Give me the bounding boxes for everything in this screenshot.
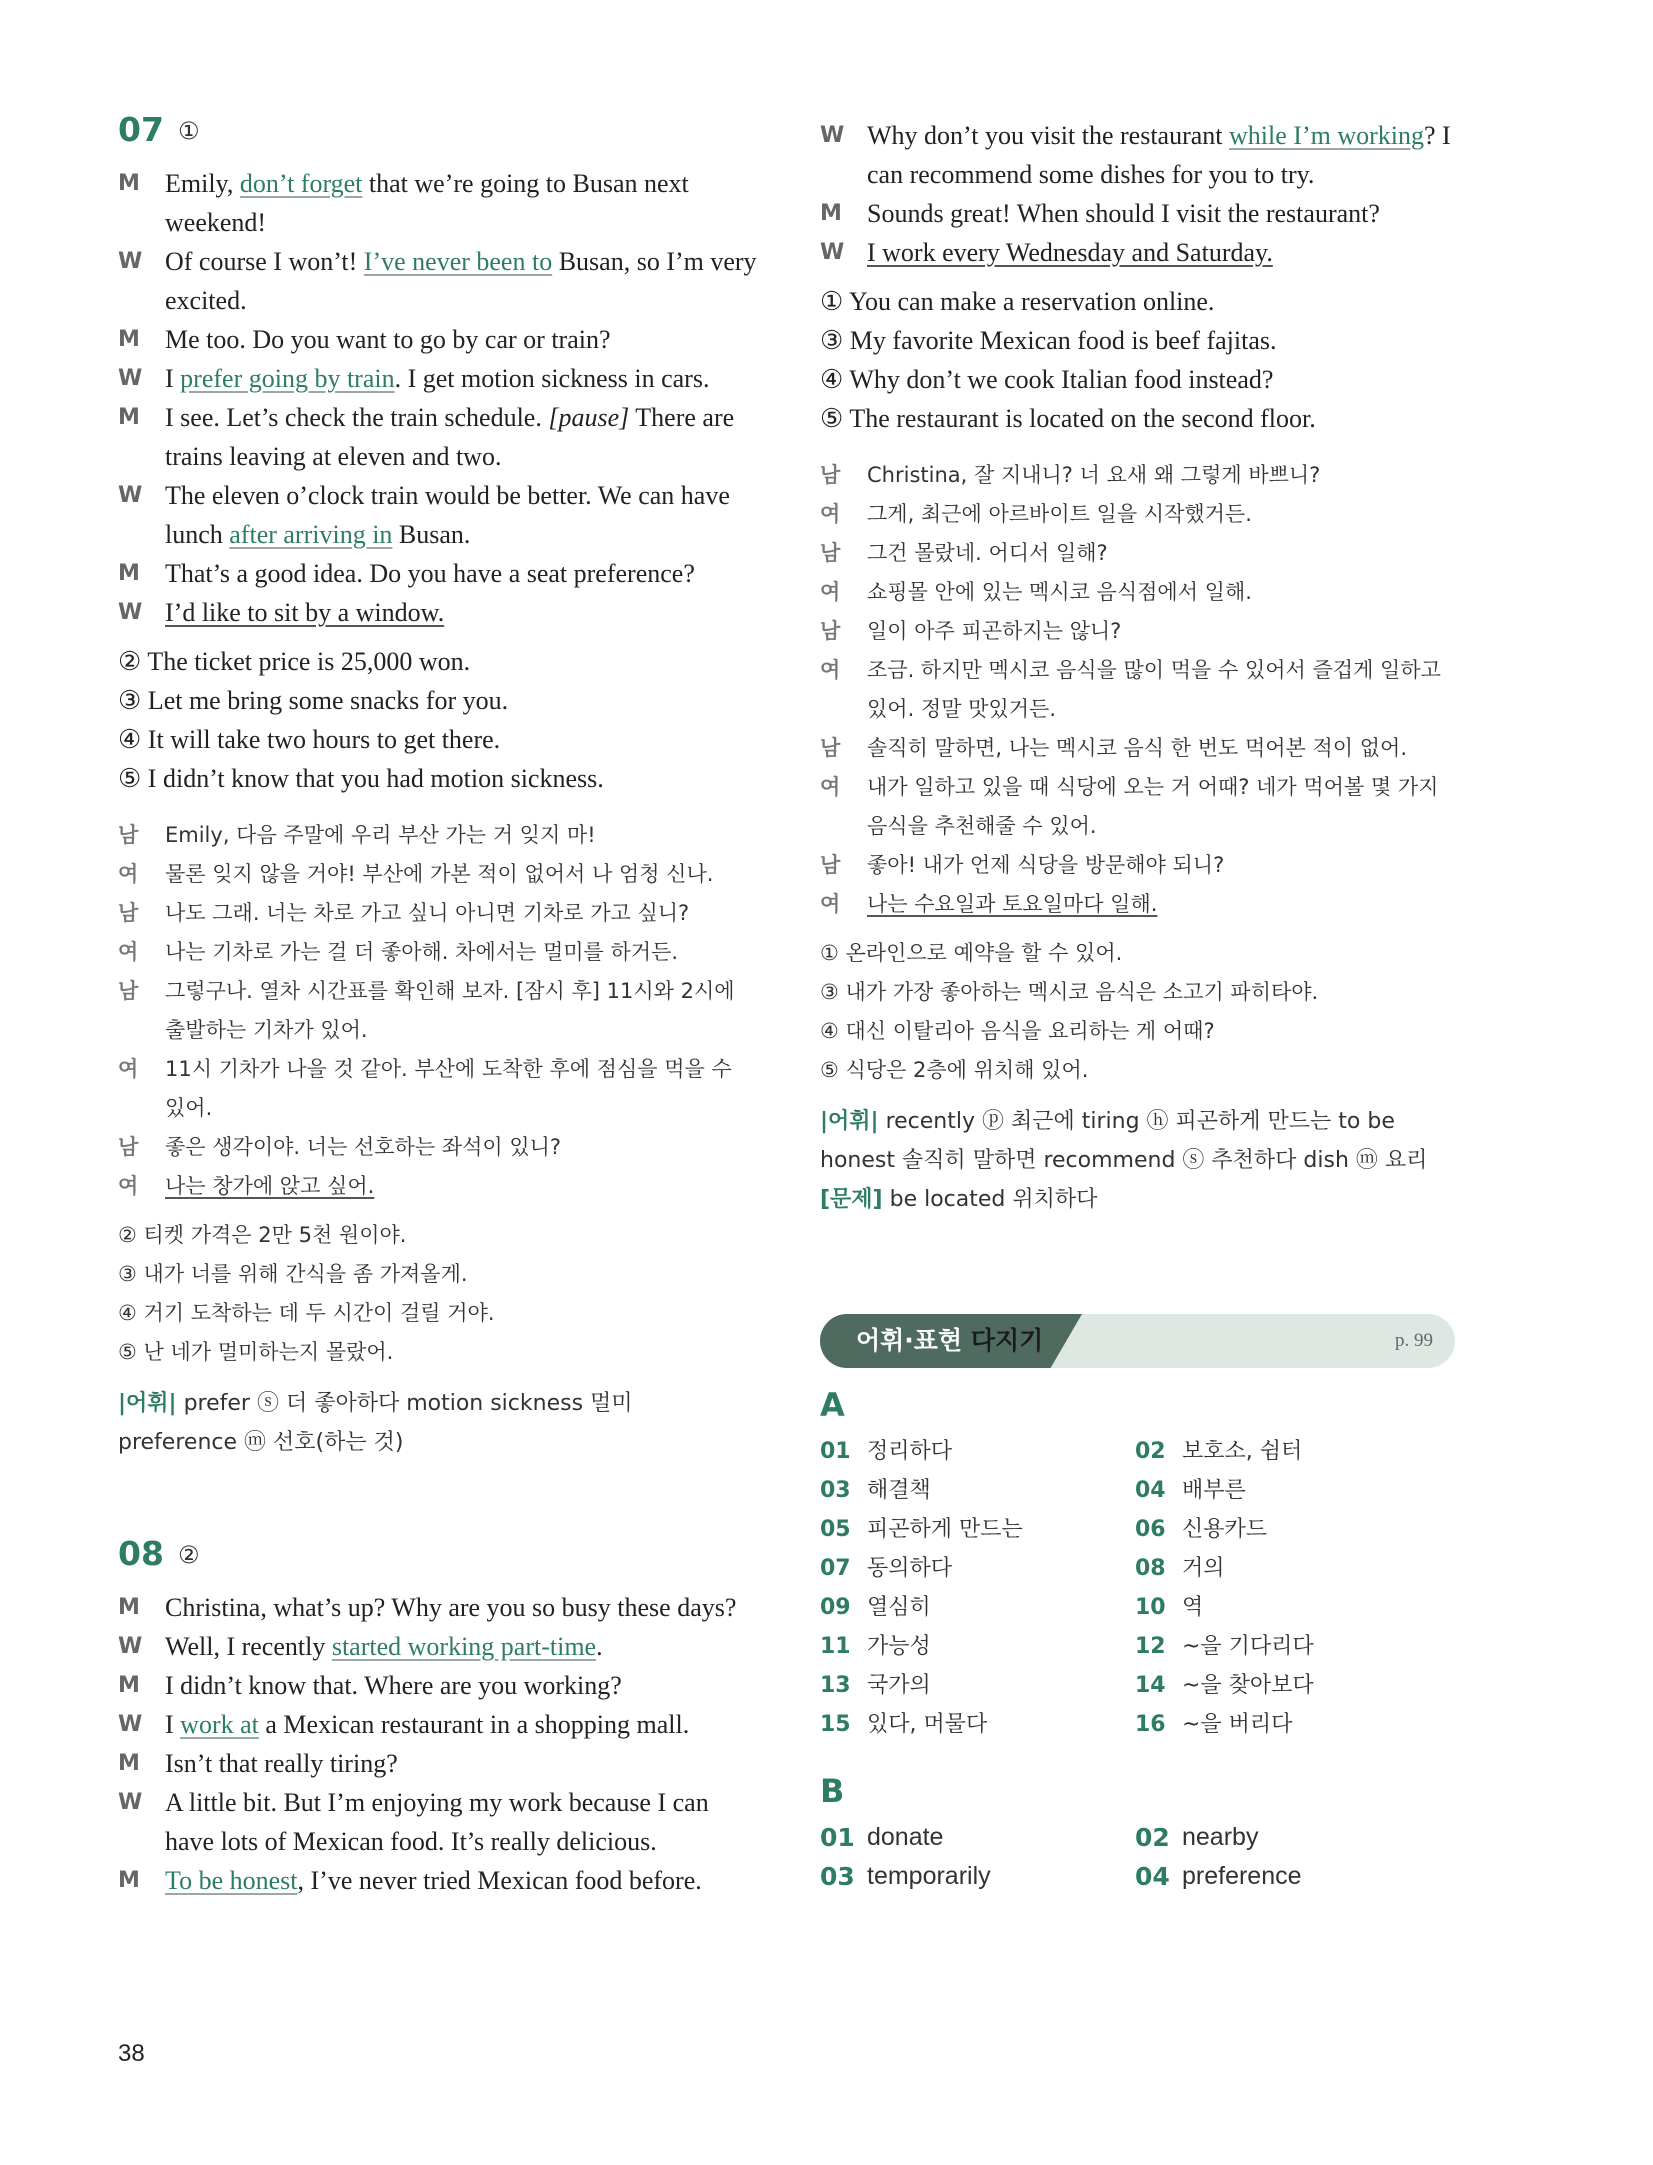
vocab-item [1135,1705,1450,1744]
speaker-label: 남 [118,979,139,1003]
item-word: 보호소, 쉼터 [1182,1439,1303,1464]
item-word: donate [867,1823,944,1851]
question-08-header [118,1532,758,1576]
dialogue-text [165,972,758,1050]
dialogue-text [165,933,758,972]
english-dialogue [118,1588,758,1900]
dialogue-line [820,612,1465,651]
text: 11시 기차가 나을 것 같아. 부산에 도착한 후에 점심을 먹을 수 있어. [165,1057,732,1120]
vocab-note [118,1384,758,1462]
dialogue-line [118,359,758,398]
dialogue-text [867,495,1465,534]
option-item: ③ Let me bring some snacks for you. [118,686,509,715]
item-number: 12 [1135,1634,1166,1659]
dialogue-text [165,1588,758,1627]
speaker-label: M [118,561,140,586]
item-word: preference [1182,1862,1302,1890]
vocab-item [820,1857,1135,1896]
item-number: 14 [1135,1673,1166,1698]
item-number: 02 [1135,1439,1166,1464]
english-dialogue [118,164,758,632]
speaker-label: M [118,327,140,352]
text: 나는 기차로 가는 걸 더 좋아해. 차에서는 멀미를 하거든. [165,940,679,964]
item-number: 05 [820,1517,851,1542]
speaker-label: W [820,123,845,148]
speaker-label: M [820,201,842,226]
answer-mark: ① [177,117,200,145]
text: Busan, so I’m very excited. [165,247,757,315]
item-word: 있다, 머물다 [867,1712,988,1737]
speaker-label: M [118,405,140,430]
dialogue-line [820,729,1465,768]
answer-sentence: 나는 수요일과 토요일마다 일해. [867,892,1158,916]
right-column [820,116,1465,1896]
dialogue-text [165,1861,758,1900]
dialogue-text [867,534,1465,573]
option-item: ③ My favorite Mexican food is beef fajitas. [820,326,1277,355]
item-word: temporarily [867,1862,991,1890]
vocab-item [1135,1857,1450,1896]
key-expression: started working part-time [331,1632,597,1661]
vocab-text: recently ⓟ 최근에 tiring ⓗ 피곤하게 만드는 to be honest 솔직히 말하면 recommend ⓢ 추천하다 dish ⓜ 요리 [820,1109,1428,1173]
text: 물론 잊지 않을 거야! 부산에 가본 적이 없어서 나 엄청 신나. [165,862,714,886]
dialogue-line [820,456,1465,495]
option-item: ① You can make a reservation online. [820,287,1215,316]
dialogue-line [820,233,1465,272]
vocab-label: |어휘| [820,1109,879,1134]
dialogue-line [820,573,1465,612]
speaker-label: W [118,366,143,391]
text: Me too. Do you want to go by car or train? [165,325,611,354]
dialogue-text [165,894,758,933]
dialogue-line [118,320,758,359]
text: That’s a good idea. Do you have a seat preference? [165,559,695,588]
vocab-item [820,1471,1135,1510]
vocab-item [820,1588,1135,1627]
dialogue-line [118,894,758,933]
dialogue-text [165,1128,758,1167]
page-number: 38 [118,2040,145,2067]
vocab-item [1135,1818,1450,1857]
text: 그렇구나. 열차 시간표를 확인해 보자. [잠시 후] 11시와 2시에 출발하는 기차가 있어. [165,979,735,1042]
text: 내가 일하고 있을 때 식당에 오는 거 어때? 네가 먹어볼 몇 가지 음식을 추천해줄 수 있어. [867,775,1439,838]
dialogue-text [867,846,1465,885]
dialogue-text [165,242,758,320]
text: that we’re going to Busan next weekend! [165,169,689,237]
vocab-item [820,1705,1135,1744]
text: . I get motion sickness in cars. [394,364,710,393]
vocab-item [1135,1432,1450,1471]
dialogue-line [118,1167,758,1206]
vocab-label: |어휘| [118,1391,177,1416]
speaker-label: W [118,483,143,508]
dialogue-line [820,885,1465,924]
option-item: ⑤ 식당은 2층에 위치해 있어. [820,1058,1089,1082]
speaker-label: 여 [820,502,841,526]
speaker-label: 여 [118,1057,139,1081]
item-number: 16 [1135,1712,1166,1737]
section-a-heading: A [820,1386,845,1424]
key-expression: while I’m working [1229,121,1424,150]
text: I [165,364,181,393]
key-expression: work at [180,1710,259,1739]
item-number: 08 [1135,1556,1166,1581]
text: Emily, 다음 주말에 우리 부산 가는 거 잊지 마! [165,823,596,847]
item-word: 가능성 [867,1634,931,1659]
dialogue-text [867,885,1465,924]
item-word: 배부른 [1182,1478,1246,1503]
option-item: ④ 거기 도착하는 데 두 시간이 걸릴 거야. [118,1301,495,1325]
text: 솔직히 말하면, 나는 멕시코 음식 한 번도 먹어본 적이 없어. [867,736,1408,760]
question-07-header [118,108,758,152]
key-expression: don’t forget [239,169,363,198]
option-item: ⑤ The restaurant is located on the second floor. [820,404,1316,433]
vocab-text-problem: be located 위치하다 [882,1187,1098,1212]
key-expression: after arriving in [229,520,393,549]
speaker-label: W [118,1634,143,1659]
item-word: 신용카드 [1182,1517,1268,1542]
dialogue-line [820,116,1465,194]
dialogue-text [867,612,1465,651]
option-item: ⑤ I didn’t know that you had motion sickness. [118,764,604,793]
answer-options [118,642,758,798]
option-item: ③ 내가 가장 좋아하는 멕시코 음식은 소고기 파히타야. [820,980,1319,1004]
left-column [118,108,758,1900]
dialogue-line [118,164,758,242]
dialogue-line [820,651,1465,729]
section-b-list [820,1818,1465,1896]
text: Christina, 잘 지내니? 너 요새 왜 그렇게 바쁘니? [867,463,1321,487]
dialogue-text [165,398,758,476]
item-word: 역 [1182,1595,1204,1620]
text: 일이 아주 피곤하지는 않니? [867,619,1122,643]
dialogue-line [118,933,758,972]
item-word: 거의 [1182,1556,1225,1581]
speaker-label: 남 [118,901,139,925]
text: 그건 몰랐네. 어디서 일해? [867,541,1108,565]
dialogue-line [118,476,758,554]
dialogue-line [118,816,758,855]
vocab-item [1135,1666,1450,1705]
dialogue-line [118,1588,758,1627]
speaker-label: M [118,1751,140,1776]
option-item: ③ 내가 너를 위해 간식을 좀 가져올게. [118,1262,468,1286]
speaker-label: 여 [118,940,139,964]
section-a-list [820,1432,1465,1744]
korean-options [820,934,1465,1090]
speaker-label: 남 [820,853,841,877]
speaker-label: 남 [118,1135,139,1159]
dialogue-line [820,846,1465,885]
question-number: 07 [118,110,164,149]
vocab-item [820,1549,1135,1588]
speaker-label: 남 [820,541,841,565]
item-number: 01 [820,1823,855,1852]
vocab-note [820,1102,1465,1219]
item-number: 10 [1135,1595,1166,1620]
dialogue-text [165,1705,758,1744]
item-word: ~을 찾아보다 [1182,1673,1314,1698]
dialogue-text [867,194,1465,233]
section-b-heading: B [820,1772,845,1810]
vocab-item [1135,1627,1450,1666]
dialogue-line [118,1744,758,1783]
dialogue-line [820,768,1465,846]
speaker-label: 남 [820,463,841,487]
speaker-label: W [820,240,845,265]
speaker-label: 여 [820,892,841,916]
dialogue-line [118,398,758,476]
item-word: 국가의 [867,1673,931,1698]
answer-options [820,282,1465,438]
dialogue-text [165,1783,758,1861]
option-item: ④ It will take two hours to get there. [118,725,501,754]
dialogue-text [165,554,758,593]
text: a Mexican restaurant in a shopping mall. [258,1710,690,1739]
text: . [596,1632,603,1661]
item-number: 11 [820,1634,851,1659]
item-number: 07 [820,1556,851,1581]
text: 그게, 최근에 아르바이트 일을 시작했거든. [867,502,1252,526]
item-number: 04 [1135,1862,1170,1891]
dialogue-text [867,729,1465,768]
text: Isn’t that really tiring? [165,1749,398,1778]
dialogue-line [820,495,1465,534]
item-number: 15 [820,1712,851,1737]
dialogue-text [165,1666,758,1705]
text: Sounds great! When should I visit the restaurant? [867,199,1380,228]
item-number: 01 [820,1439,851,1464]
korean-dialogue [118,816,758,1206]
english-dialogue-continued [820,116,1465,272]
answer-mark: ② [177,1541,200,1569]
dialogue-text [165,816,758,855]
dialogue-text [165,593,758,632]
item-word: nearby [1182,1823,1259,1851]
speaker-label: 남 [820,619,841,643]
text: 쇼핑몰 안에 있는 멕시코 음식점에서 일해. [867,580,1252,604]
item-word: 동의하다 [867,1556,953,1581]
review-banner [820,1314,1455,1368]
dialogue-line [820,534,1465,573]
question-number: 08 [118,1534,164,1573]
item-number: 04 [1135,1478,1166,1503]
korean-options [118,1216,758,1372]
text: There are trains leaving at eleven and two. [165,403,735,471]
dialogue-text [165,164,758,242]
vocab-item [1135,1471,1450,1510]
speaker-label: 여 [820,775,841,799]
dialogue-text [165,1744,758,1783]
text: A little bit. But I’m enjoying my work because I can have lots of Mexican food. It’s really delicious. [165,1788,709,1856]
item-number: 13 [820,1673,851,1698]
dialogue-text [165,359,758,398]
speaker-label: 남 [118,823,139,847]
speaker-label: 여 [820,658,841,682]
dialogue-text [867,456,1465,495]
dialogue-text [165,476,758,554]
dialogue-text [165,1050,758,1128]
dialogue-text [867,651,1465,729]
banner-page-ref: p. 99 [1395,1330,1433,1351]
item-number: 06 [1135,1517,1166,1542]
key-expression: To be honest [165,1866,298,1895]
answer-sentence: 나는 창가에 앉고 싶어. [165,1174,375,1198]
text: Christina, what’s up? Why are you so busy these days? [165,1593,737,1622]
speaker-label: M [118,171,140,196]
dialogue-text [165,855,758,894]
text: I see. Let’s check the train schedule. [165,403,549,432]
dialogue-line [118,1783,758,1861]
speaker-label: W [118,1790,143,1815]
dialogue-line [820,194,1465,233]
dialogue-line [118,1666,758,1705]
dialogue-line [118,972,758,1050]
vocab-item [820,1818,1135,1857]
stage-direction: [pause] [548,403,630,432]
key-expression: I’ve never been to [363,247,553,276]
vocab-item [1135,1588,1450,1627]
speaker-label: 여 [820,580,841,604]
korean-dialogue [820,456,1465,924]
text: I [165,1710,181,1739]
speaker-label: W [118,249,143,274]
dialogue-line [118,593,758,632]
text: 좋아! 내가 언제 식당을 방문해야 되니? [867,853,1225,877]
dialogue-line [118,1627,758,1666]
speaker-label: M [118,1595,140,1620]
dialogue-text [867,233,1465,272]
text: Well, I recently [165,1632,332,1661]
text: I didn’t know that. Where are you working? [165,1671,622,1700]
dialogue-line [118,242,758,320]
item-number: 02 [1135,1823,1170,1852]
text: The eleven o’clock train would be better. We can have lunch [165,481,730,549]
option-item: ④ 대신 이탈리아 음식을 요리하는 게 어때? [820,1019,1215,1043]
dialogue-line [118,1128,758,1167]
speaker-label: W [118,1712,143,1737]
vocab-item [1135,1549,1450,1588]
dialogue-line [118,855,758,894]
dialogue-text [165,320,758,359]
dialogue-text [867,768,1465,846]
text: 조금. 하지만 멕시코 음식을 많이 먹을 수 있어서 즐겁게 일하고 있어. 정말 맛있거든. [867,658,1441,721]
item-number: 03 [820,1478,851,1503]
dialogue-line [118,1050,758,1128]
answer-sentence: I’d like to sit by a window. [165,598,445,627]
item-word: ~을 기다리다 [1182,1634,1314,1659]
answer-sentence: I work every Wednesday and Saturday. [867,238,1273,267]
item-word: 피곤하게 만드는 [867,1517,1023,1542]
speaker-label: 여 [118,1174,139,1198]
text: 나도 그래. 너는 차로 가고 싶니 아니면 기차로 가고 싶니? [165,901,690,925]
text: Emily, [165,169,240,198]
dialogue-line [118,1861,758,1900]
key-expression: prefer going by train [180,364,395,393]
option-item: ② The ticket price is 25,000 won. [118,647,471,676]
dialogue-line [118,1705,758,1744]
vocab-item [1135,1510,1450,1549]
text: Of course I won’t! [165,247,364,276]
speaker-label: 여 [118,862,139,886]
dialogue-line [118,554,758,593]
item-number: 09 [820,1595,851,1620]
vocab-item [820,1666,1135,1705]
dialogue-text [867,116,1465,194]
text: Why don’t you visit the restaurant [867,121,1230,150]
item-word: 열심히 [867,1595,931,1620]
text: 좋은 생각이야. 너는 선호하는 좌석이 있니? [165,1135,562,1159]
vocab-label-problem: [문제] [820,1187,883,1212]
speaker-label: W [118,600,143,625]
speaker-label: 남 [820,736,841,760]
speaker-label: M [118,1673,140,1698]
option-item: ④ Why don’t we cook Italian food instead? [820,365,1274,394]
item-word: ~을 버리다 [1182,1712,1293,1737]
vocab-item [820,1627,1135,1666]
text: , I’ve never tried Mexican food before. [297,1866,702,1895]
vocab-item [820,1510,1135,1549]
dialogue-text [165,1627,758,1666]
text: ? I can recommend some dishes for you to try. [867,121,1451,189]
option-item: ⑤ 난 네가 멀미하는지 몰랐어. [118,1340,394,1364]
text: Busan. [392,520,471,549]
item-number: 03 [820,1862,855,1891]
option-item: ① 온라인으로 예약을 할 수 있어. [820,941,1123,965]
speaker-label: M [118,1868,140,1893]
option-item: ② 티켓 가격은 2만 5천 원이야. [118,1223,407,1247]
vocab-item [820,1432,1135,1471]
item-word: 정리하다 [867,1439,953,1464]
item-word: 해결책 [867,1478,931,1503]
banner-title: 어휘·표현 다지기 [856,1326,1044,1355]
dialogue-text [165,1167,758,1206]
vocab-text: prefer ⓢ 더 좋아하다 motion sickness 멀미 preference ⓜ 선호(하는 것) [118,1391,633,1455]
dialogue-text [867,573,1465,612]
